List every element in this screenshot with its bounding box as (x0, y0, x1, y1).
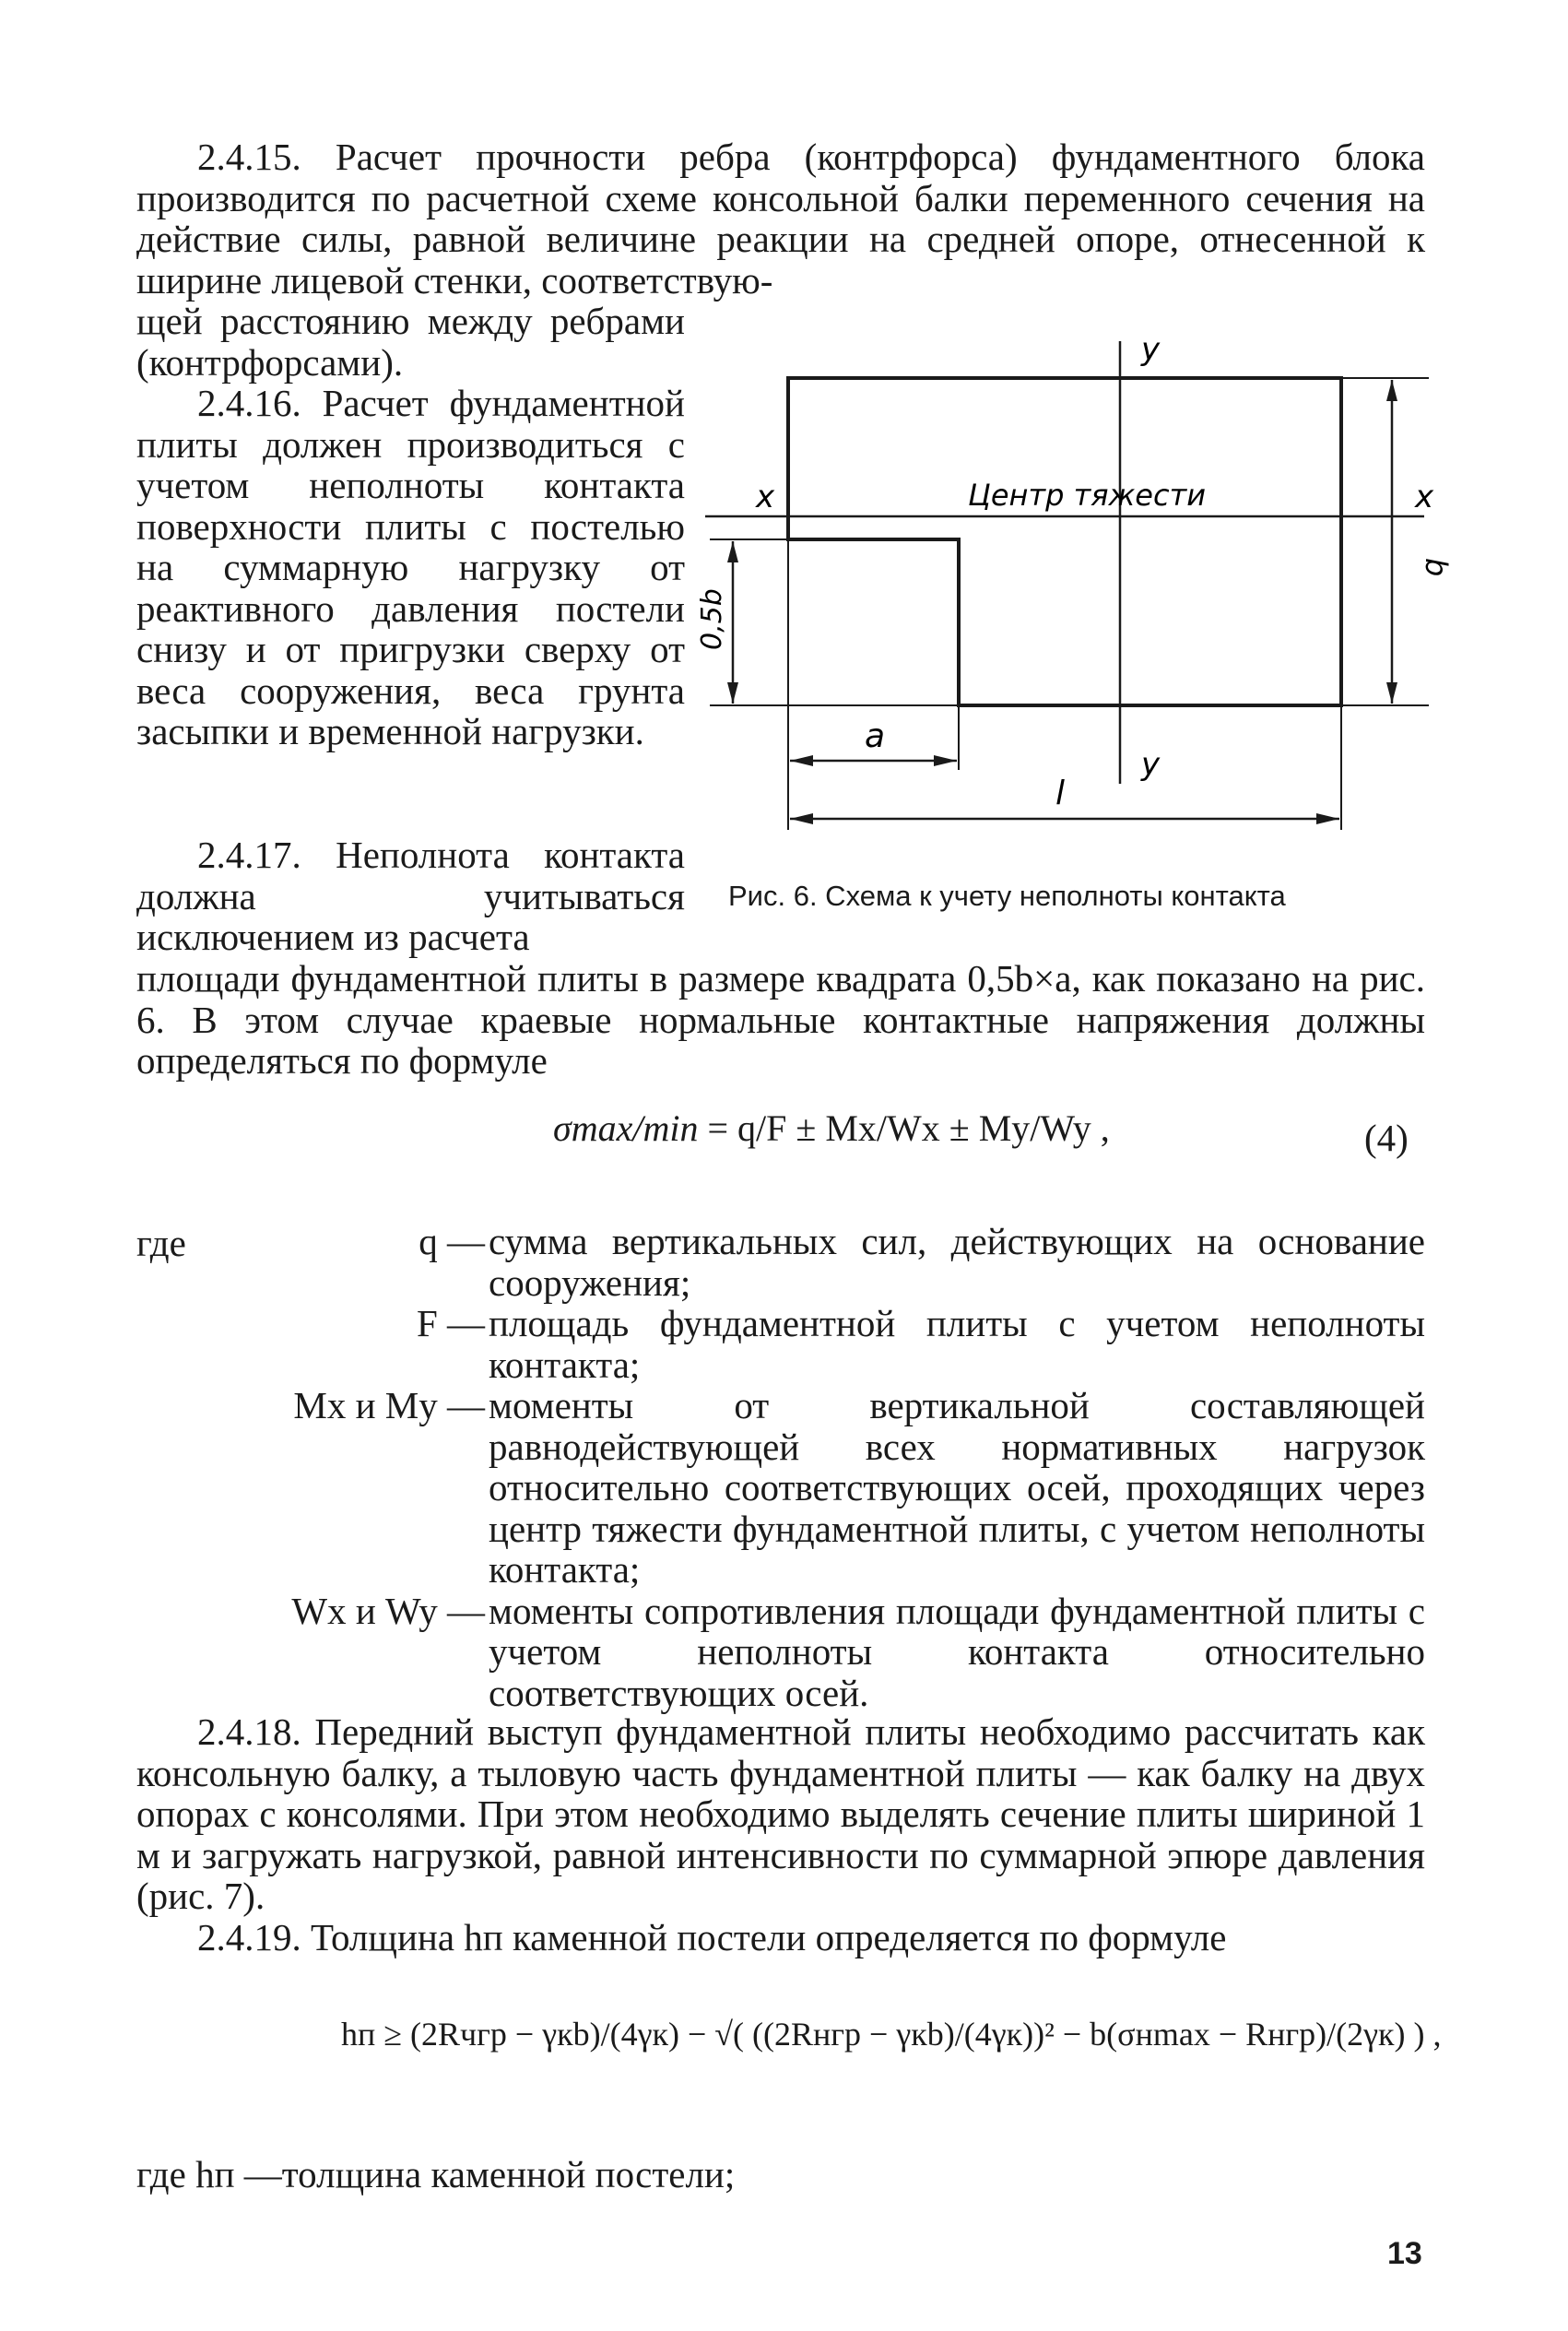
definition-term: F — (416, 1302, 485, 1344)
definition-term: q — (419, 1220, 485, 1262)
dimension-a-label: a (865, 717, 886, 755)
formula-bed-thickness: hп ≥ (2Rчгр − γкb)/(4γк) − √( ((2Rнгр − γкb)/(4γк))² − b(σнmax − Rнгр)/(2γк) ) , (341, 2016, 1442, 2053)
figure-6-diagram (696, 331, 1454, 848)
axis-x-right-label: x (1415, 479, 1434, 515)
dimension-l-label: l (1055, 775, 1066, 812)
definition-text: моменты сопротивления площади фундаментной плиты с учетом неполноты контакта относительно соответствующих осей. (489, 1589, 1425, 1714)
definition-section-moduli (136, 1591, 1425, 1714)
definition-text: сумма вертикальных сил, действующих на основание сооружения; (489, 1220, 1425, 1304)
paragraph-2-4-18: 2.4.18. Передний выступ фундаментной плиты необходимо рассчитать как консольную балку, а тыловую часть фундаментной плиты — как балку на двух опорах с консолями. При этом необходимо выделять сечение плиты шириной 1 м и загружать нагрузкой, равной интенсивности по суммарной эпюре давления (рис. 7). (136, 1710, 1425, 1917)
definition-text: моменты от вертикальной составляющей равнодействующей всех нормативных нагрузок относительно соответствующих осей, проходящих через центр тяжести фундаментной плиты, с учетом неполноты контакта; (489, 1384, 1425, 1591)
definition-term: Wx и Wy — (291, 1589, 485, 1632)
paragraph-2-4-19: 2.4.19. Толщина hп каменной постели определяется по формуле (197, 1916, 1227, 1958)
axis-y-top-label: y (1141, 331, 1161, 368)
dimension-half-b-label: 0,5b (696, 588, 728, 650)
dimension-b-label: b (1419, 558, 1454, 577)
paragraph-2-4-15: 2.4.15. Расчет прочности ребра (контрфорса) фундаментного блока производится по расчетной схеме консольной балки переменного сечения на действие силы, равной величине реакции на средней опоре, отнесенной к ширине лицевой стенки, соответствую- (136, 136, 1425, 302)
where-label: где (136, 1222, 186, 1264)
paragraph-2-4-16: 2.4.16. Расчет фундаментной плиты должен производиться с учетом неполноты контакта поверхности плиты с постелью на суммарную нагрузку от реактивного давления постели снизу и от пригрузки сверху от веса сооружения, веса грунта засыпки и временной нагрузки. (136, 382, 685, 752)
paragraph-2-4-17: 2.4.17. Неполнота контакта должна учитываться исключением из расчета (136, 834, 685, 958)
definition-moments (136, 1385, 1425, 1591)
definition-text: площадь фундаментной плиты с учетом неполноты контакта; (489, 1302, 1425, 1386)
formula-4 (553, 1106, 1110, 1150)
definition-f (136, 1303, 1425, 1385)
final-line: где hп —толщина каменной постели; (136, 2153, 736, 2195)
figure-6-caption: Рис. 6. Схема к учету неполноты контакта (728, 880, 1286, 912)
formula-4-rhs: = q/F ± Mx/Wx ± My/Wy , (707, 1107, 1110, 1149)
page-number: 13 (1387, 2236, 1422, 2271)
paragraph-2-4-17-continued: площади фундаментной плиты в размере квадрата 0,5b×a, как показано на рис. 6. В этом случае краевые нормальные контактные напряжения должны определяться по формуле (136, 957, 1425, 1082)
axis-x-left-label: x (756, 479, 775, 515)
formula-4-lhs: σmax/min (553, 1107, 699, 1149)
formula-4-number: (4) (1364, 1117, 1409, 1159)
definitions-list (136, 1221, 1425, 1713)
center-of-gravity-label: Центр тяжести (968, 478, 1207, 513)
definition-term: Mx и My — (293, 1384, 485, 1426)
paragraph-2-4-15-tail: щей расстоянию между ребрами (контрфорсами). (136, 300, 685, 384)
definition-q (136, 1221, 1425, 1303)
axis-y-bottom-label: y (1141, 746, 1161, 783)
